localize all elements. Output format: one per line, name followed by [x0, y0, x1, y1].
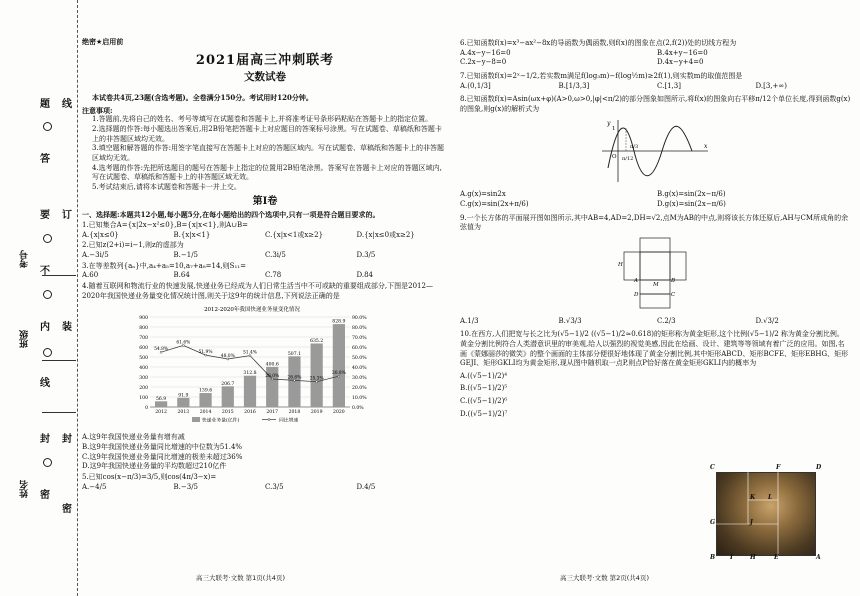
note-item: 5.考试结束后,请将本试题卷和答题卡一并上交。: [92, 182, 241, 191]
question-5: [82, 473, 448, 492]
question-stem: 7.已知函数f(x)=2ˣ−1/2,若实数m满足f(log₃m)−f(log½m)≥2f(1),则实数m的取值范围是: [460, 71, 743, 80]
bar-label: 206.7: [221, 382, 235, 388]
option: B.[1/3,3]: [558, 81, 590, 90]
option: B.4x+y−16=0: [657, 48, 708, 57]
bar-label: 400.6: [265, 362, 279, 368]
option: B.−3/5: [173, 482, 198, 491]
q4-option: D.这9年我国快递业务量的平均数超过210亿件: [82, 462, 227, 471]
y-tick-left: 500: [139, 356, 148, 362]
bar-label: 828.9: [332, 319, 346, 325]
option: C.g(x)=sin(2x+π/6): [460, 199, 529, 208]
point-label: J: [750, 519, 753, 526]
x-tick: π/12: [622, 155, 634, 162]
y-tick-left: 900: [139, 316, 148, 322]
note-item: 2.选择题的作答:每小题选出答案后,用2B铅笔把答题卡上对应题目的答案标号涂黑。写在试题卷、草稿纸和答题卡上的非答题区域均无效。: [92, 125, 442, 143]
legend-line-label: 同比增速: [279, 418, 299, 424]
growth-label: 54.8%: [154, 347, 169, 353]
question-stem: 3.在等差数列{aₙ}中,a₄+a₅=10,a₇+a₈=14,则S₁₁=: [82, 261, 246, 270]
option: B.((√5−1)/2)⁵: [460, 384, 508, 393]
cuboid-net-figure: [610, 236, 854, 314]
cut-word: 答: [40, 154, 50, 165]
question-stem: 8.已知函数f(x)=Asin(ωx+φ)(A>0,ω>0,|φ|<π/2)的部分图象如图所示,将f(x)的图象向右平移π/12个单位长度,得到函数g(x)的图象,则g(x)的解析式为: [460, 95, 851, 113]
q4-option: B.这9年我国快递业务量同比增速的中位数为51.4%: [82, 443, 243, 451]
question-4: [82, 282, 448, 301]
name-label: 姓名: [20, 480, 30, 498]
point-label: C: [710, 464, 715, 471]
point-label: G: [710, 519, 716, 526]
section-title: 第Ⅰ卷: [252, 195, 278, 207]
y-tick-left: 600: [139, 346, 148, 352]
cut-word-outer: 线: [62, 99, 72, 110]
point-label: I: [730, 554, 733, 561]
question-1: [82, 221, 448, 240]
option: C.((√5−1)/2)⁶: [460, 397, 508, 406]
growth-label: 51.4%: [243, 350, 257, 356]
point-label: K: [750, 494, 756, 501]
section-instruction: 一、选择题:本题共12小题,每小题5分,在每小题给出的四个选项中,只有一项是符合题目要求的。: [82, 210, 380, 220]
bar: [333, 324, 345, 407]
net-face: [640, 238, 670, 252]
option: C.3/5: [265, 482, 284, 491]
vertex-label: H: [618, 261, 623, 268]
y-tick-right: 40.0%: [352, 366, 367, 372]
y-tick-right: 10.0%: [352, 396, 367, 402]
option: D.{x|x≤0或x≥2}: [356, 230, 415, 239]
option: A.60: [82, 271, 99, 280]
cut-word-outer: 装: [62, 322, 72, 333]
option: B.64: [173, 271, 190, 280]
bar: [199, 393, 211, 407]
note-item: 3.填空题和解答题的作答:用签字笔直接写在答题卡上对应的答题区域内。写在试题卷、草稿纸和答题卡上的非答题区域均无效。: [92, 144, 445, 163]
bar: [311, 344, 323, 408]
y-tick-left: 700: [139, 336, 148, 342]
y-tick-right: 90.0%: [352, 316, 367, 322]
bar: [266, 367, 278, 407]
y-tick-left: 200: [139, 386, 148, 392]
option: A.−3i/5: [82, 251, 109, 260]
option: B.√3/3: [558, 316, 582, 325]
vertex-label: M: [653, 281, 659, 288]
x-tick: 2018: [288, 410, 301, 416]
growth-label: 28.0%: [265, 374, 280, 380]
y-tick-left: 800: [139, 326, 148, 332]
option: B.{x|x<1}: [173, 230, 211, 239]
question-stem: 4.随着互联网和物流行业的快速发展,快递业务已经成为人们日常生活当中不可或缺的重要组成部分,下图是2012—2020年我国快递业务量变化情况统计图,则关于这9年的统计信息,下列说法正确的是: [82, 282, 433, 300]
x-tick: 2020: [333, 410, 345, 416]
binding-margin: [0, 0, 78, 596]
bar: [177, 398, 189, 407]
option: C.78: [265, 271, 282, 280]
growth-label: 30.8%: [331, 371, 346, 377]
x-tick: 2015: [221, 410, 234, 416]
cut-word-outer: 密: [62, 504, 72, 515]
point-label: H: [750, 554, 756, 561]
left-column: [82, 38, 448, 492]
exam-subtitle: 文数试卷: [244, 70, 286, 83]
express-chart: [122, 303, 382, 431]
bar: [222, 387, 234, 408]
y-tick-right: 20.0%: [352, 386, 367, 392]
right-column: [460, 38, 854, 419]
y-tick-right: 80.0%: [352, 326, 367, 332]
y-axis-label: y: [607, 119, 611, 127]
q4-option: A.这9年我国快递业务量有增有减: [82, 433, 185, 442]
option: A.{x|x≤0}: [82, 230, 119, 239]
question-10: [460, 330, 849, 419]
growth-label: 61.6%: [176, 340, 191, 346]
legend-bar-swatch: [192, 417, 200, 422]
cut-word: 题: [40, 99, 50, 110]
option: D.84: [356, 271, 373, 280]
question-stem: 9.一个长方体的平面展开图如图所示,其中AB=4,AD=2,DH=√2,点M为AB的中点,则将该长方体还原后,AH与CM所成角的余弦值为: [460, 213, 849, 232]
note-item: 4.选考题的作答:先把所选题目的题号在答题卡上指定的位置用2B铅笔涂黑。答案写在答题卡上对应的答题区域内,写在试题卷、草稿纸和答题卡上的非答题区域无效。: [92, 163, 442, 182]
option: B.g(x)=sin(2x−π/6): [657, 190, 726, 199]
y-tick-left: 0: [145, 406, 148, 412]
vertex-label: A: [634, 277, 638, 284]
y-tick-right: 70.0%: [352, 336, 367, 342]
option: D.g(x)=sin(2x−π/6): [657, 199, 726, 208]
question-stem: 10.在西方,人们把宽与长之比为(√5−1)/2 ((√5−1)/2≈0.618)的矩形称为黄金矩形,这个比例(√5−1)/2 称为黄金分割比例。黄金分割比例符合人类潜意识里的审美观,给人以强烈的视觉美感,因此在绘画、设计、建筑等等领域有着广泛的应用。如图,名画《蒙娜丽莎的微笑》的整个画面的主体部分便很好地体现了黄金分割比例,其中矩形ABCD、矩形BCFE、矩形EBHG、矩形GEJI、矩形GKLI均为黄金矩形,现从图中随机取一点P,则点P恰好落在黄金矩形GKLI内的概率为: [460, 330, 849, 368]
origin-label: O: [612, 153, 617, 160]
cut-word: 线: [40, 378, 50, 389]
question-6: [460, 39, 854, 68]
x-tick: 2012: [155, 410, 167, 416]
exam-title: 2021届高三冲刺联考: [195, 52, 335, 68]
point-label: B: [710, 554, 716, 561]
bar-label: 139.6: [198, 388, 213, 394]
bar-label: 312.8: [243, 371, 257, 377]
vertex-label: B: [671, 277, 676, 284]
cut-word: 封: [40, 434, 50, 445]
x-axis-label: x: [704, 142, 708, 150]
net-face: [670, 252, 686, 280]
option: A.g(x)=sin2x: [460, 190, 506, 199]
option: C.{x|x<1或x≥2}: [265, 230, 324, 239]
chart-title: 2012-2020年我国快递业务量变化情况: [204, 307, 300, 314]
y-tick-right: 50.0%: [352, 356, 367, 362]
y-tick-right: 0.0%: [352, 406, 364, 412]
y-tick-right: 60.0%: [352, 346, 367, 352]
class-label: 班级: [20, 330, 30, 348]
x-tick: π/3: [630, 143, 639, 150]
y-tick: 1: [612, 125, 616, 132]
point-label: D: [816, 464, 822, 471]
exam-intro: 本试卷共4页,23题(含选考题)。全卷满分150分。考试用时120分钟。: [92, 93, 313, 103]
option: B.−1/5: [173, 251, 198, 260]
bar-label: 56.9: [155, 397, 167, 403]
x-tick: 2014: [199, 410, 212, 416]
question-2: [82, 241, 448, 260]
cut-word: 内: [40, 322, 50, 333]
bar: [244, 376, 256, 407]
net-face: [640, 294, 670, 308]
y-tick-right: 30.0%: [352, 376, 367, 382]
cut-word-outer: 订: [62, 210, 72, 221]
option: D.4x−y+4=0: [657, 58, 704, 67]
point-label: E: [774, 554, 779, 561]
question-9: [460, 214, 854, 327]
confidential-mark: 绝密★启用前: [82, 38, 124, 46]
x-tick: 2017: [266, 410, 279, 416]
vertex-label: D: [634, 291, 639, 298]
bar-label: 635.2: [310, 339, 324, 345]
growth-label: 25.3%: [309, 377, 324, 383]
y-tick-left: 100: [139, 396, 148, 402]
question-7: [460, 72, 854, 91]
question-stem: 6.已知函数f(x)=x³−ax²−8x的导函数为偶函数,则f(x)的图象在点(2,f(2))处的切线方程为: [460, 39, 737, 47]
y-tick-left: 400: [139, 366, 148, 372]
cut-word: 不: [40, 266, 50, 277]
x-tick: 2013: [177, 410, 190, 416]
option: C.2x−y−8=0: [460, 58, 507, 67]
bar-label: 91.9: [178, 393, 189, 399]
net-face: [624, 252, 640, 280]
option: A.1/3: [460, 316, 479, 325]
legend-line-marker: [268, 419, 270, 421]
point-label: A: [816, 554, 821, 561]
question-stem: 1.已知集合A={x|2x−x²≤0},B={x|x<1},则A∪B=: [82, 221, 249, 230]
bar-label: 507.1: [287, 352, 302, 358]
cut-word-outer: 封: [62, 434, 72, 445]
x-tick: 2016: [244, 410, 256, 416]
note-item: 1.答题前,先将自己的姓名、考号等填写在试题卷和答题卡上,并将准考证号条形码粘贴在答题卡上的指定位置。: [92, 115, 433, 124]
x-tick: 2019: [310, 410, 323, 416]
footer-left: 高三大联考·文数 第1页(共4页): [196, 574, 285, 582]
option: D.3/5: [356, 251, 376, 260]
growth-label: 48.0%: [220, 354, 235, 360]
option: A.(0,1/3]: [460, 81, 491, 90]
legend-bar-label: 快递业务量(亿件): [202, 418, 240, 424]
q4-option: C.这9年我国快递业务量同比增速的极差未超过36%: [82, 452, 243, 461]
option: A.−4/5: [82, 482, 107, 491]
question-stem: 2.已知z(2+i)=i−1,则z的虚部为: [82, 241, 184, 250]
mona-lisa-figure: [710, 464, 822, 562]
chart-svg: [122, 303, 382, 431]
bar: [155, 402, 167, 408]
option: D.4/5: [356, 482, 376, 491]
option: C.2/3: [657, 316, 676, 325]
option: A.4x−y−16=0: [460, 48, 511, 57]
y-tick-left: 300: [139, 376, 148, 382]
cut-word: 密: [40, 490, 50, 501]
option: C.3i/5: [265, 251, 286, 260]
cut-word: 要: [40, 210, 50, 221]
option: D.[3,+∞): [755, 81, 787, 90]
option: D.√3/2: [755, 316, 779, 325]
sine-graph-figure: [600, 118, 854, 188]
question-stem: 5.已知cos(x−π/3)=3/5,则cos(4π/3−x)=: [82, 472, 217, 481]
growth-label: 51.9%: [198, 350, 213, 356]
footer-right: 高三大联考·文数 第2页(共4页): [560, 574, 649, 582]
option: A.((√5−1)/2)⁴: [460, 371, 508, 380]
id-label: 考号: [20, 250, 30, 268]
notes-title: 注意事项:: [82, 105, 113, 115]
option: D.((√5−1)/2)⁷: [460, 409, 508, 418]
point-label: L: [768, 494, 773, 501]
question-8: [460, 95, 854, 209]
point-label: F: [776, 464, 781, 471]
vertex-label: C: [671, 291, 676, 298]
net-face: [640, 252, 670, 280]
question-3: [82, 262, 448, 281]
option: C.[1,3]: [657, 81, 681, 90]
growth-label: 26.6%: [287, 375, 302, 381]
